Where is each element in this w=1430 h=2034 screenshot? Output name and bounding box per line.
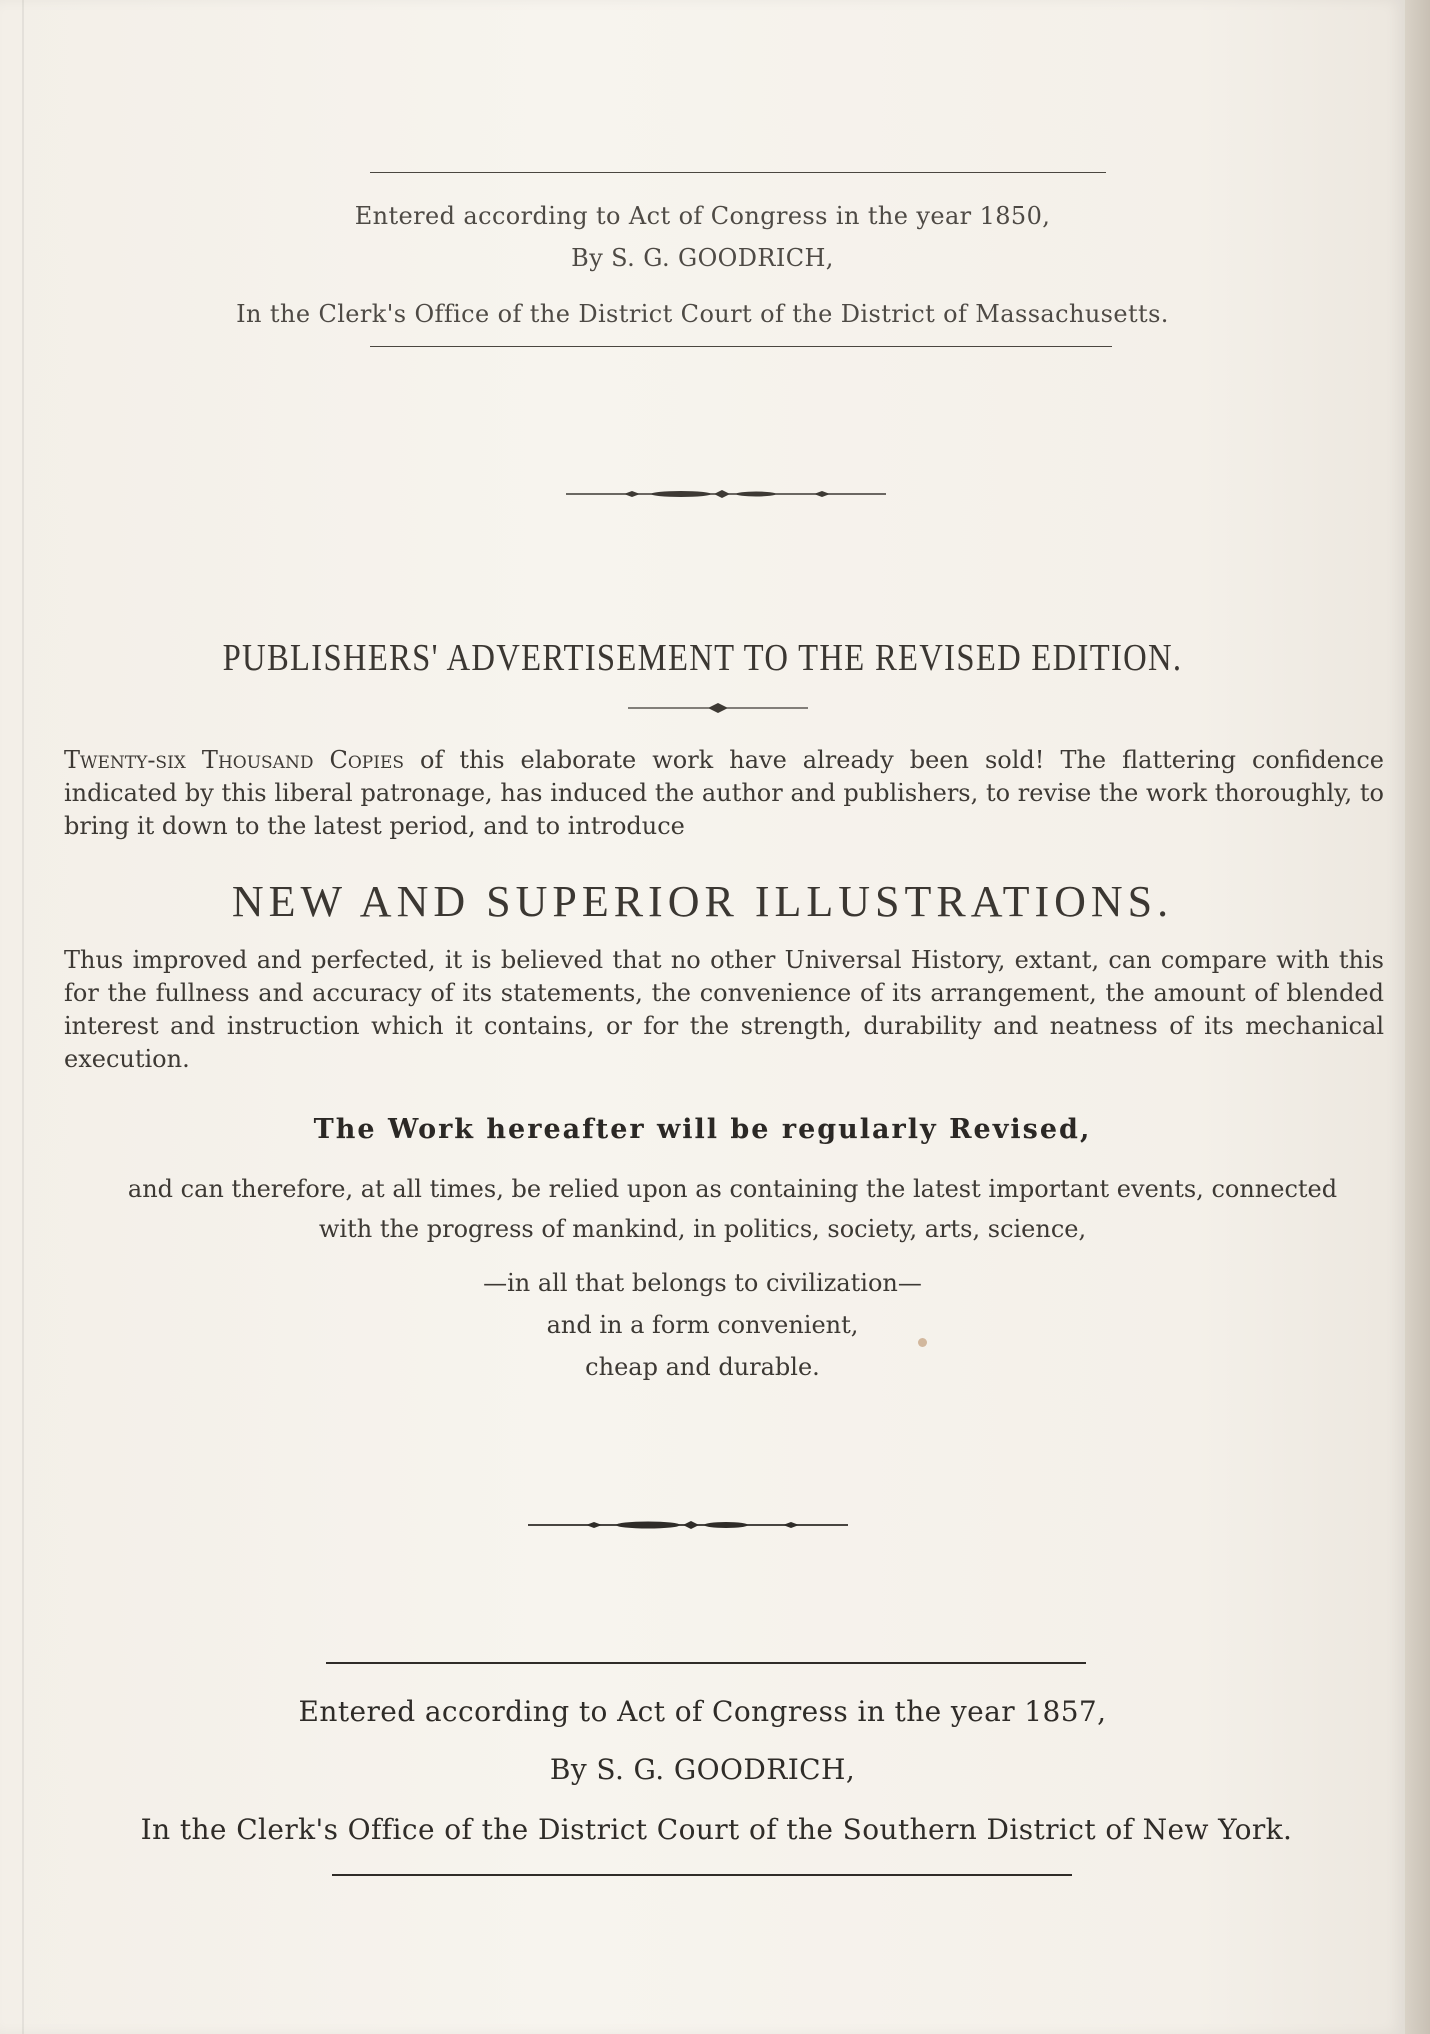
copyright-1857-author: By S. G. GOODRICH, xyxy=(549,1753,856,1786)
paper-stain xyxy=(918,1338,927,1347)
new-illustrations-line: NEW AND SUPERIOR ILLUSTRATIONS. xyxy=(231,877,1174,926)
closing-line-1: and can therefore, at all times, be relied upon as containing the latest important events, connected xyxy=(127,1175,1338,1203)
advertisement-heading: PUBLISHERS' ADVERTISEMENT TO THE REVISED EDITION. xyxy=(222,637,1183,679)
closing-line-4: and in a form convenient, xyxy=(546,1311,859,1339)
copyright-1850-line3: In the Clerk's Office of the District Court of the District of Massachusetts. xyxy=(236,300,1169,328)
copyright-1857-line1: Entered according to Act of Congress in the year 1857, xyxy=(298,1695,1107,1728)
lead-small-caps: Twenty-six Thousand Copies xyxy=(64,746,405,774)
revised-line: The Work hereafter will be regularly Revised, xyxy=(313,1114,1092,1145)
rule-top-upper xyxy=(370,172,1106,173)
closing-line-2: with the progress of mankind, in politics, society, arts, science, xyxy=(318,1215,1087,1243)
copyright-1850-author: By S. G. GOODRICH, xyxy=(571,244,834,272)
copyright-1850-line1: Entered according to Act of Congress in the year 1850, xyxy=(354,202,1051,230)
page-edge xyxy=(1405,0,1430,2034)
ornament-heading xyxy=(628,702,808,714)
copyright-1857-line3: In the Clerk's Office of the District Court of the Southern District of New York. xyxy=(140,1813,1293,1846)
closing-line-3: —in all that belongs to civilization— xyxy=(483,1269,922,1297)
advertisement-paragraph-2: Thus improved and perfected, it is believed that no other Universal History, extant, can compare with this for the fullness and accuracy of its statements, the convenience of its arrangement, the amount of blended interest and instruction which it contains, or for the strength, durability and neatness of its mechanical execution. xyxy=(64,946,1384,1073)
ornament-divider-2 xyxy=(528,1519,848,1531)
rule-bottom-lower xyxy=(332,1874,1072,1876)
rule-bottom-upper xyxy=(370,346,1112,347)
rule-top-lower xyxy=(326,1662,1086,1664)
closing-line-5: cheap and durable. xyxy=(585,1353,820,1381)
advertisement-paragraph-1 xyxy=(64,744,1384,843)
ornament-divider-1 xyxy=(566,488,886,500)
paragraph-1-text: of this elaborate work have already been sold! The flattering confidence indicated by this liberal patronage, has induced the author and publishers, to revise the work thoroughly, to bring it down to the latest period, and to introduce xyxy=(64,746,1385,840)
